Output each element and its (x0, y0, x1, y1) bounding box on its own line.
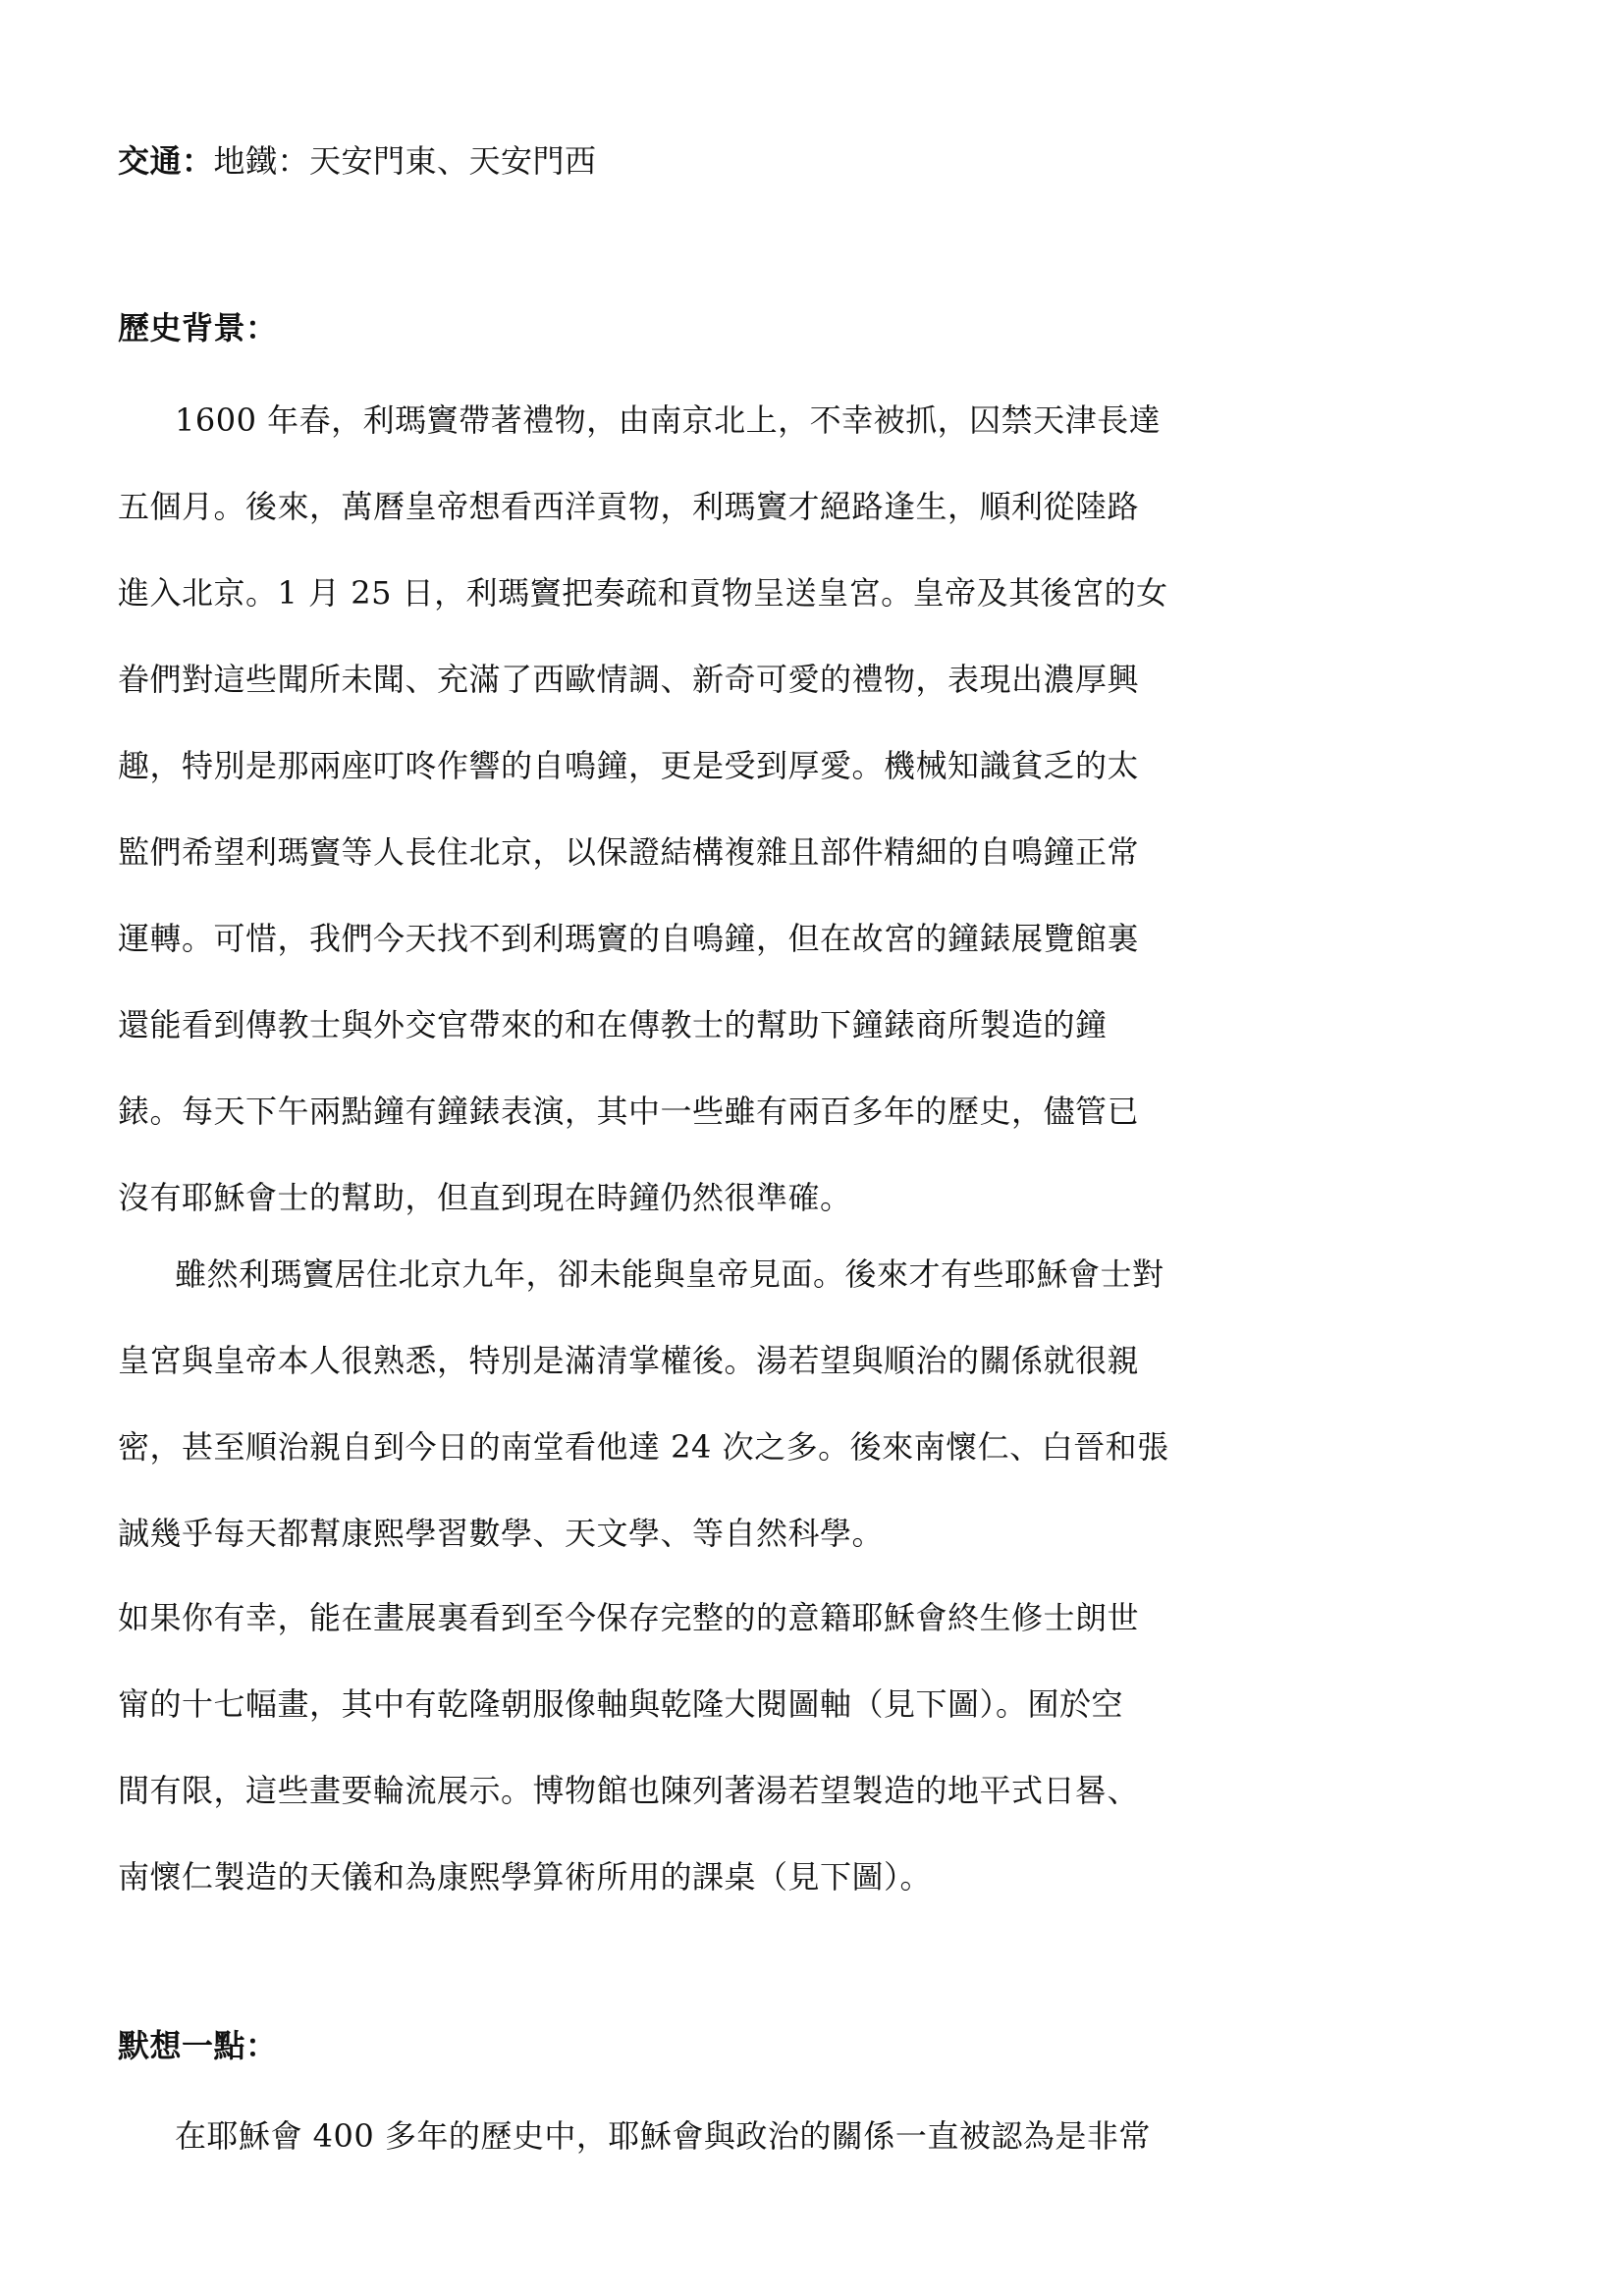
paragraph-line: 進入北京。1 月 25 日，利瑪竇把奏疏和貢物呈送皇宮。皇帝及其後宮的女 (118, 574, 1168, 612)
paragraph-line: 在耶穌會 400 多年的歷史中，耶穌會與政治的關係一直被認為是非常 (175, 2117, 1151, 2155)
paragraph-line: 南懷仁製造的天儀和為康熙學算術所用的課桌（見下圖）。 (118, 1858, 933, 1896)
paragraph-line: 如果你有幸，能在畫展裏看到至今保存完整的的意籍耶穌會終生修士朗世 (118, 1599, 1140, 1636)
paragraph-line: 錶。每天下午兩點鐘有鐘錶表演，其中一些雖有兩百多年的歷史，儘管已 (118, 1093, 1140, 1130)
paragraph-line: 監們希望利瑪竇等人長住北京，以保證結構複雜且部件精細的自鳴鐘正常 (118, 833, 1140, 871)
paragraph-line: 雖然利瑪竇居住北京九年，卻未能與皇帝見面。後來才有些耶穌會士對 (175, 1255, 1164, 1293)
history-paragraph-2 (118, 1231, 1188, 1576)
paragraph-line: 眷們對這些聞所未聞、充滿了西歐情調、新奇可愛的禮物，表現出濃厚興 (118, 661, 1140, 698)
history-paragraph-3 (118, 1575, 1188, 1920)
paragraph-line: 甯的十七幅畫，其中有乾隆朝服像軸與乾隆大閱圖軸（見下圖）。囿於空 (118, 1685, 1124, 1723)
transport-section (118, 118, 1188, 204)
history-heading: 歷史背景： (118, 309, 278, 347)
paragraph-line: 還能看到傳教士與外交官帶來的和在傳教士的幫助下鐘錶商所製造的鐘 (118, 1006, 1108, 1043)
transport-label: 交通： (118, 142, 214, 180)
paragraph-line: 皇宮與皇帝本人很熟悉，特別是滿清掌權後。湯若望與順治的關係就很親 (118, 1342, 1140, 1379)
transport-line (118, 118, 1188, 204)
reflection-heading: 默想一點： (118, 2027, 278, 2064)
paragraph-line: 運轉。可惜，我們今天找不到利瑪竇的自鳴鐘，但在故宮的鐘錶展覽館裏 (118, 920, 1140, 957)
paragraph-line: 沒有耶穌會士的幫助，但直到現在時鐘仍然很準確。 (118, 1179, 852, 1216)
history-heading-section (118, 285, 1188, 371)
paragraph-line: 1600 年春，利瑪竇帶著禮物，由南京北上，不幸被抓，囚禁天津長達 (175, 401, 1162, 439)
transport-text: 地鐵：天安門東、天安門西 (213, 142, 597, 180)
paragraph-line: 趣，特別是那兩座叮咚作響的自鳴鐘，更是受到厚愛。機械知識貧乏的太 (118, 747, 1140, 784)
history-paragraph-1 (118, 377, 1188, 1241)
paragraph-line: 密，甚至順治親自到今日的南堂看他達 24 次之多。後來南懷仁、白晉和張 (118, 1428, 1169, 1466)
reflection-paragraph-1 (118, 2093, 1188, 2179)
paragraph-line: 誠幾乎每天都幫康熙學習數學、天文學、等自然科學。 (118, 1515, 885, 1552)
paragraph-line: 五個月。後來，萬曆皇帝想看西洋貢物，利瑪竇才絕路逢生，順利從陸路 (118, 488, 1140, 525)
reflection-heading-section (118, 2002, 1188, 2089)
paragraph-line: 間有限，這些畫要輪流展示。博物館也陳列著湯若望製造的地平式日晷、 (118, 1772, 1140, 1809)
